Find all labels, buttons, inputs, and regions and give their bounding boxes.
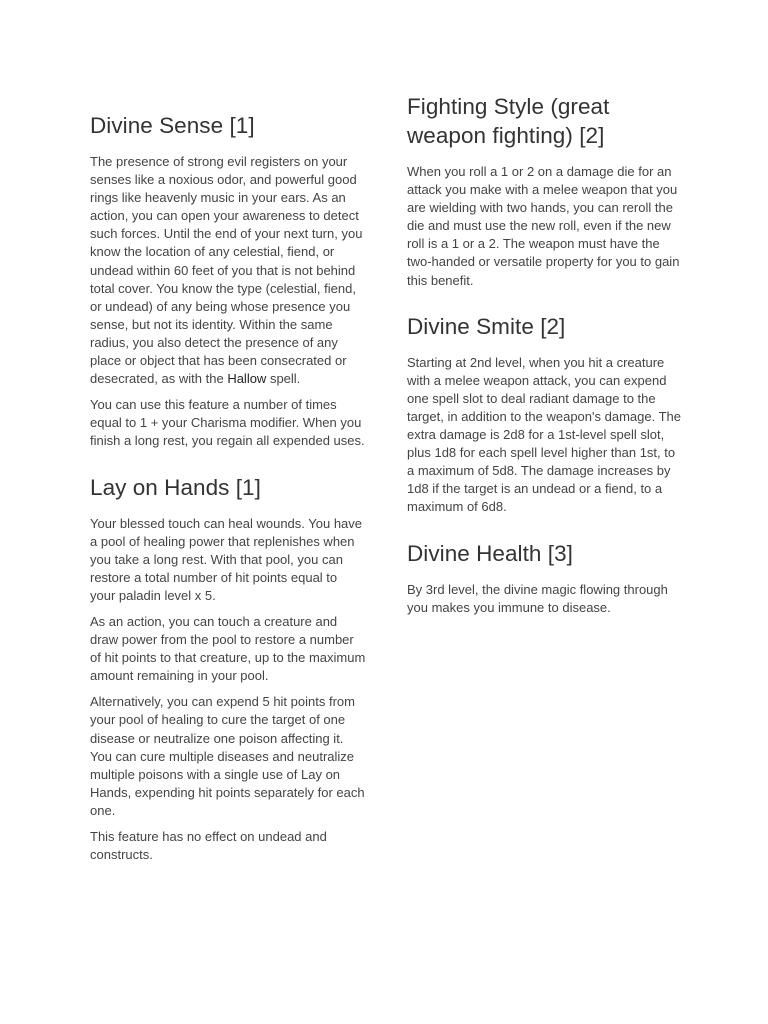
- divine-sense-p1-text: The presence of strong evil registers on your senses like a noxious odor, and powerful good rings like heavenly music in your ears. As an action, you can open your awareness to detect such forces. Until the end of your next turn, you know the location of any celestial, fiend, or undead within 60 feet of you that is not behind total cover. You know the type (celestial, fiend, or undead) of any being whose presence you sense, but not its identity. Within the same radius, you also detect the presence of any place or object that has been consecrated or desecrated, as with the: [90, 154, 363, 387]
- lay-on-hands-paragraph-4: This feature has no effect on undead and constructs.: [90, 829, 327, 863]
- right-column: [407, 92, 682, 639]
- hallow-spell-link[interactable]: Hallow: [227, 371, 267, 387]
- heading-fighting-style: Fighting Style (great weapon fighting) [2]: [407, 94, 610, 148]
- lay-on-hands-paragraph-1: Your blessed touch can heal wounds. You have a pool of healing power that replenishes when you take a long rest. With that pool, you can restore a total number of hit points equal to your paladin level x 5.: [90, 515, 363, 603]
- heading-divine-sense: Divine Sense [1]: [90, 113, 255, 138]
- left-column: [90, 111, 366, 886]
- heading-divine-smite: Divine Smite [2]: [407, 313, 566, 339]
- heading-divine-health: Divine Health [3]: [407, 540, 573, 566]
- lay-on-hands-paragraph-2: As an action, you can touch a creature and draw power from the pool to restore a number of hit points to that creature, up to the maximum amount remaining in your pool.: [90, 613, 366, 684]
- lay-on-hands-paragraph-3: Alternatively, you can expend 5 hit points from your pool of healing to cure the target of one disease or neutralize one poison affecting it. You can cure multiple diseases and neutralize multiple poisons with a single use of Lay on Hands, expending hit points separately for each one.: [90, 694, 365, 818]
- section-fighting-style: [407, 92, 682, 290]
- divine-smite-paragraph-1: Starting at 2nd level, when you hit a creature with a melee weapon attack, you can expend one spell slot to deal radiant damage to the target, in addition to the weapon's damage. The extra damage is 2d8 for a 1st-level spell slot, plus 1d8 for each spell level higher than 1st, to a maximum of 5d8. The damage increases by 1d8 if the target is an undead or a fiend, to a maximum of 6d8.: [407, 354, 681, 515]
- fighting-style-paragraph-1: When you roll a 1 or 2 on a damage die for an attack you make with a melee weapon that you are wielding with two hands, you can reroll the die and must use the new roll, even if the new roll is a 1 or a 2. The weapon must have the two-handed or versatile property for you to gain this benefit.: [407, 164, 680, 288]
- section-divine-health: [407, 539, 682, 617]
- divine-health-paragraph-1: By 3rd level, the divine magic flowing through you makes you immune to disease.: [407, 581, 668, 615]
- divine-sense-paragraph-2: You can use this feature a number of times equal to 1 + your Charisma modifier. When you finish a long rest, you regain all expended uses.: [90, 397, 365, 449]
- divine-sense-paragraph-1: [90, 153, 366, 388]
- section-lay-on-hands: [90, 473, 366, 865]
- section-divine-sense: [90, 111, 366, 451]
- section-divine-smite: [407, 312, 682, 517]
- divine-sense-p1-tail: spell.: [266, 371, 301, 387]
- heading-lay-on-hands: Lay on Hands [1]: [90, 474, 261, 500]
